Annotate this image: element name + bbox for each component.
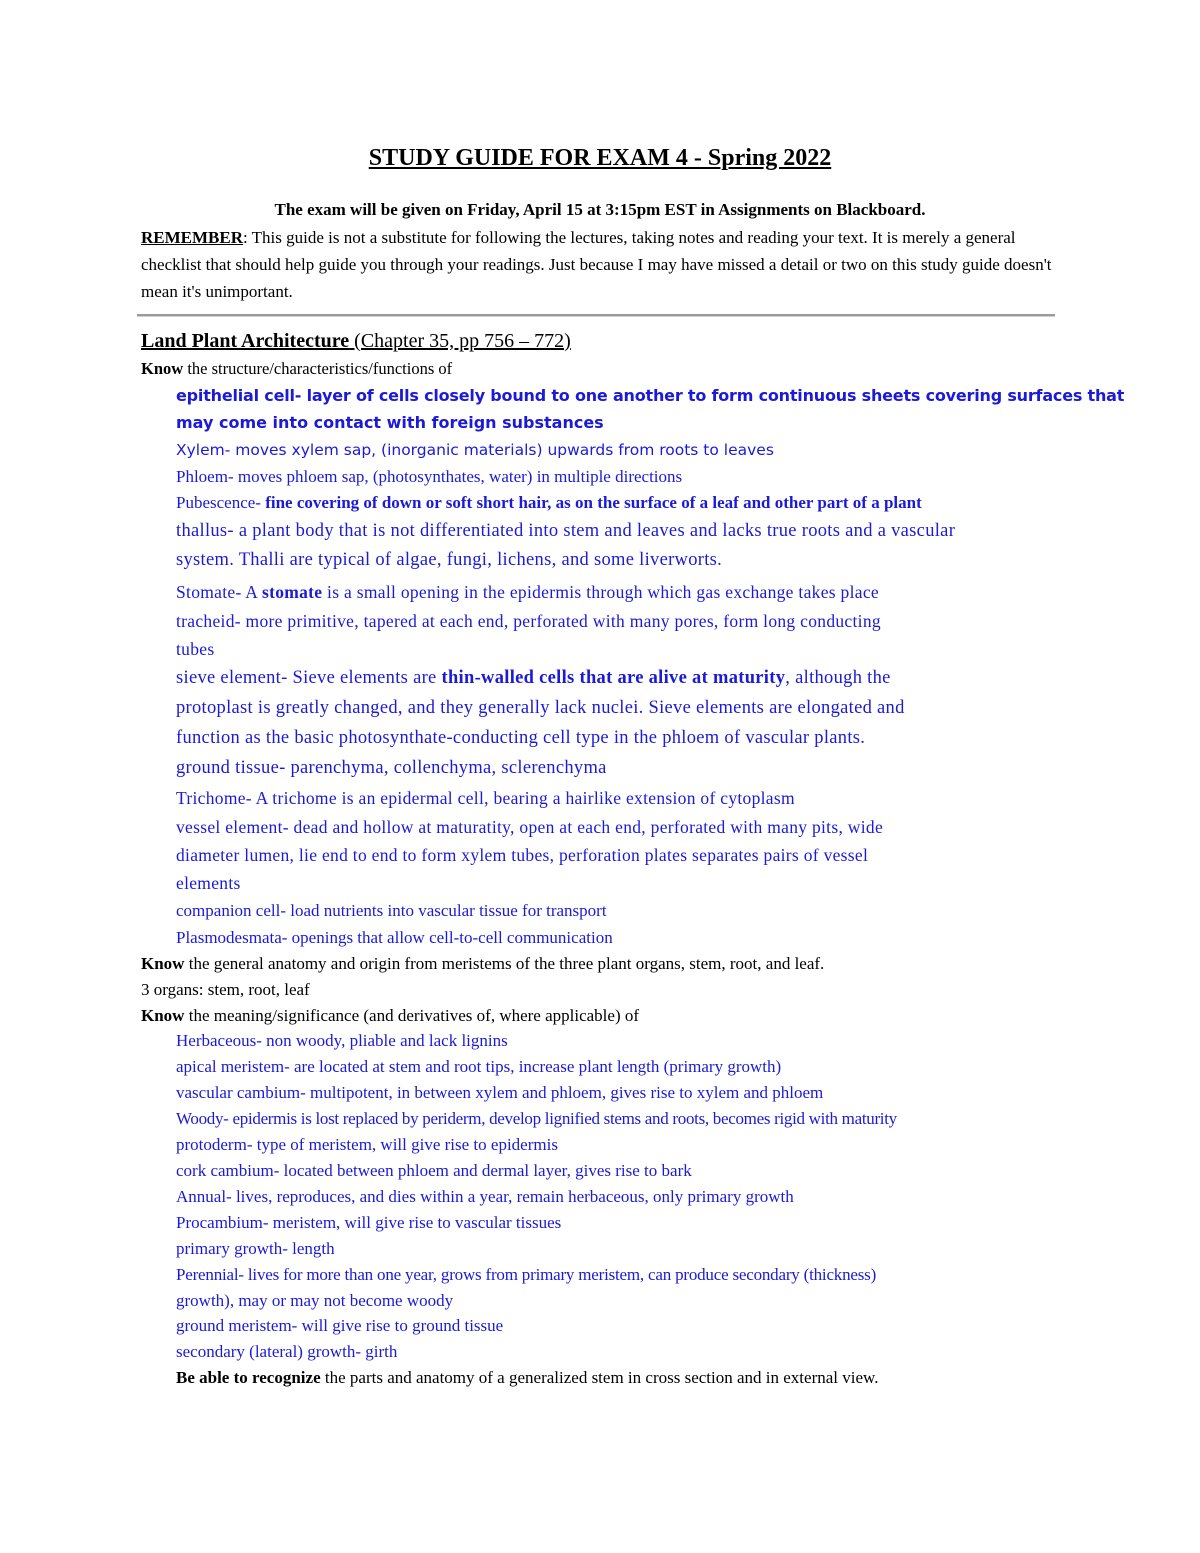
- list-item: protoderm- type of meristem, will give rise to epidermis: [176, 1135, 558, 1154]
- remember-label: REMEMBER: [141, 228, 243, 247]
- list-item: Annual- lives, reproduces, and dies within a year, remain herbaceous, only primary growth: [176, 1187, 794, 1206]
- list-item: Trichome- A trichome is an epidermal cell, bearing a hairlike extension of cytoplasm: [176, 788, 795, 808]
- list-item: primary growth- length: [176, 1239, 335, 1258]
- know-label: Know: [141, 1006, 185, 1025]
- list-item: Xylem- moves xylem sap, (inorganic materials) upwards from roots to leaves: [176, 441, 774, 459]
- remember-text: : This guide is not a substitute for following the lectures, taking notes and reading your text. It is merely a general checklist that should help guide you through your readings. Just because I may have missed a detail or two on this study guide doesn't mean it's unimportant.: [141, 228, 1052, 301]
- list-item: epithelial cell- layer of cells closely bound to one another to form continuous sheets covering surfaces that: [176, 386, 1125, 405]
- list-item: companion cell- load nutrients into vascular tissue for transport: [176, 901, 607, 920]
- bold-term: thin-walled cells that are alive at maturity: [441, 668, 786, 688]
- definition: , although the: [785, 668, 891, 688]
- remember-paragraph: [141, 224, 1066, 305]
- know-meaning-line: [141, 1006, 639, 1026]
- know-anatomy-line: [141, 954, 824, 974]
- list-item: may come into contact with foreign substances: [176, 413, 604, 432]
- list-item: apical meristem- are located at stem and root tips, increase plant length (primary growth): [176, 1057, 782, 1076]
- know-label: Know: [141, 954, 185, 973]
- section-title: Land Plant Architecture: [141, 330, 350, 352]
- organs-line: 3 organs: stem, root, leaf: [141, 980, 310, 999]
- definition: is a small opening in the epidermis through which gas exchange takes place: [322, 582, 879, 602]
- section-chapter: (Chapter 35, pp 756 – 772): [349, 330, 571, 352]
- list-item: Procambium- meristem, will give rise to vascular tissues: [176, 1213, 562, 1232]
- term: Stomate- A: [176, 582, 262, 602]
- list-item: elements: [176, 873, 241, 893]
- list-item: vascular cambium- multipotent, in between xylem and phloem, gives rise to xylem and phloem: [176, 1083, 824, 1102]
- know-text: the meaning/significance (and derivatives of, where applicable) of: [184, 1006, 640, 1025]
- know-label: Know: [141, 359, 184, 378]
- horizontal-rule: [137, 314, 1055, 317]
- know-text: the structure/characteristics/functions of: [183, 359, 453, 378]
- list-item: Plasmodesmata- openings that allow cell-to-cell communication: [176, 928, 613, 947]
- list-item: thallus- a plant body that is not differentiated into stem and leaves and lacks true roots and a vascular: [176, 521, 956, 541]
- list-item: secondary (lateral) growth- girth: [176, 1342, 398, 1361]
- page-title: STUDY GUIDE FOR EXAM 4 - Spring 2022: [368, 145, 832, 171]
- term: sieve element- Sieve elements are: [176, 668, 442, 688]
- know-structure-line: [141, 359, 452, 379]
- list-item: ground meristem- will give rise to ground tissue: [176, 1316, 504, 1335]
- list-item: tracheid- more primitive, tapered at each end, perforated with many pores, form long conducting: [176, 611, 881, 631]
- know-text: the general anatomy and origin from meristems of the three plant organs, stem, root, and leaf.: [184, 954, 825, 973]
- list-item: function as the basic photosynthate-conducting cell type in the phloem of vascular plants.: [176, 728, 866, 748]
- list-item: Woody- epidermis is lost replaced by periderm, develop lignified stems and roots, becomes rigid with maturity: [176, 1109, 897, 1128]
- list-item: vessel element- dead and hollow at maturatity, open at each end, perforated with many pits, wide: [176, 817, 884, 837]
- list-item: growth), may or may not become woody: [176, 1291, 454, 1310]
- section-heading: [141, 330, 571, 353]
- list-item: protoplast is greatly changed, and they generally lack nuclei. Sieve elements are elongated and: [176, 698, 905, 718]
- exam-info: The exam will be given on Friday, April 15 at 3:15pm EST in Assignments on Blackboard.: [274, 200, 926, 219]
- list-item: Perennial- lives for more than one year, grows from primary meristem, can produce secondary (thickness): [176, 1265, 877, 1284]
- list-item: ground tissue- parenchyma, collenchyma, sclerenchyma: [176, 758, 607, 778]
- list-item: Phloem- moves phloem sap, (photosynthates, water) in multiple directions: [176, 467, 683, 486]
- list-item: system. Thalli are typical of algae, fungi, lichens, and some liverworts.: [176, 550, 723, 570]
- list-item: tubes: [176, 639, 215, 659]
- recognize-text: the parts and anatomy of a generalized stem in cross section and in external view.: [320, 1368, 879, 1387]
- list-item: diameter lumen, lie end to end to form xylem tubes, perforation plates separates pairs of vessel: [176, 845, 869, 865]
- recognize-line: [176, 1368, 878, 1388]
- list-item: [176, 668, 891, 689]
- list-item: cork cambium- located between phloem and dermal layer, gives rise to bark: [176, 1161, 692, 1180]
- term: Pubescence-: [176, 493, 266, 512]
- bold-term: stomate: [261, 582, 323, 602]
- list-item: [176, 582, 879, 603]
- recognize-label: Be able to recognize: [176, 1368, 321, 1387]
- definition: fine covering of down or soft short hair, as on the surface of a leaf and other part of a plant: [265, 493, 922, 512]
- list-item: [176, 493, 922, 513]
- list-item: Herbaceous- non woody, pliable and lack lignins: [176, 1031, 508, 1050]
